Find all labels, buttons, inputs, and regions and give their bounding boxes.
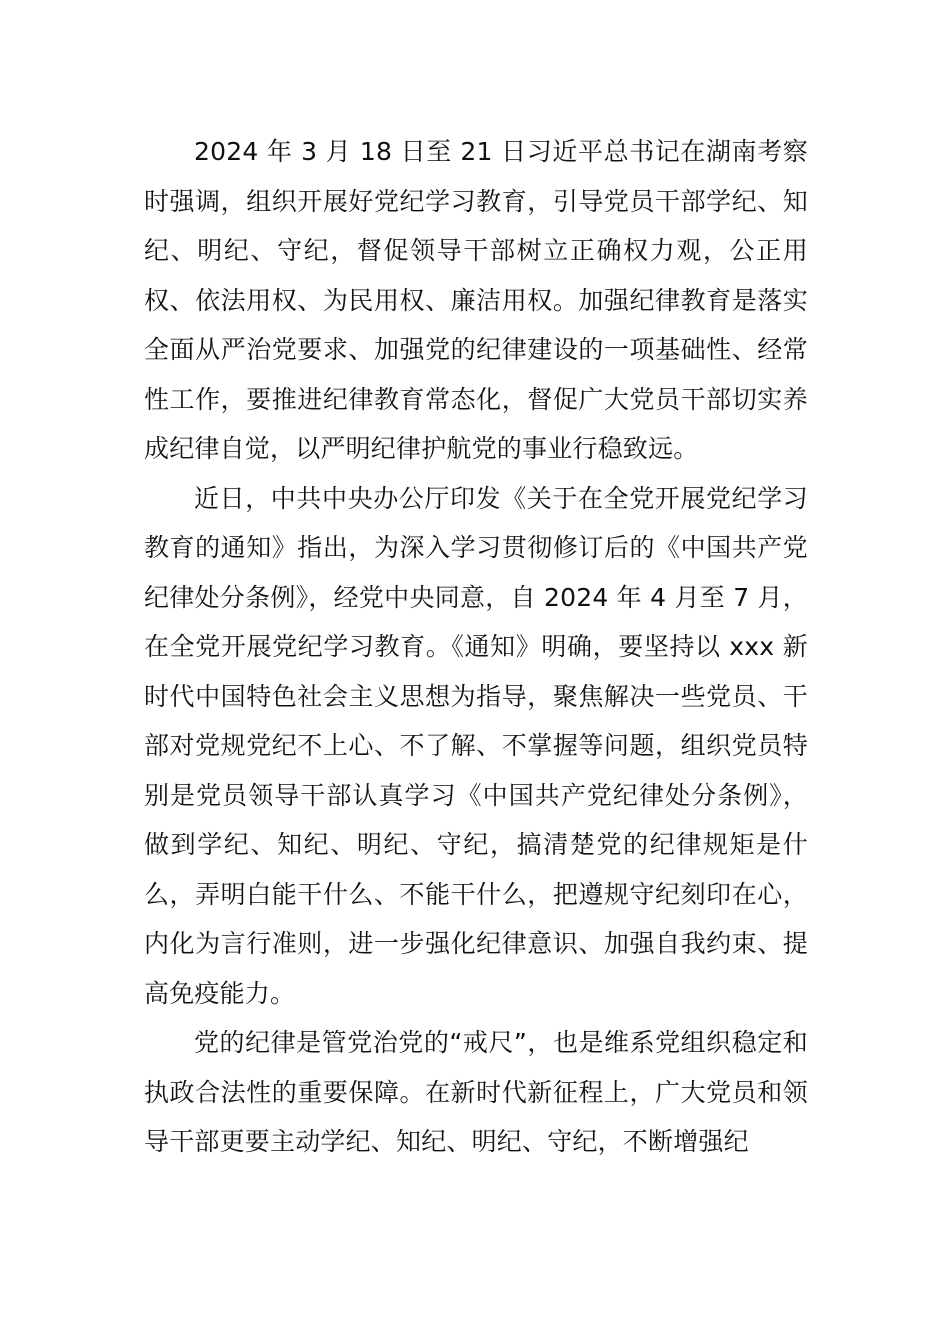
paragraph-2: 近日，中共中央办公厅印发《关于在全党开展党纪学习教育的通知》指出，为深入学习贯彻修订后的《中国共产党纪律处分条例》，经党中央同意，自 2024 年 4 月至 7 月，在全党开展党纪学习教育。《通知》明确，要坚持以 xxx 新时代中国特色社会主义思想为指导，聚焦解决一些党员、干部对党规党纪不上心、不了解、不掌握等问题，组织党员特别是党员领导干部认真学习《中国共产党纪律处分条例》，做到学纪、知纪、明纪、守纪，搞清楚党的纪律规矩是什么，弄明白能干什么、不能干什么，把遵规守纪刻印在心，内化为言行准则，进一步强化纪律意识、加强自我约束、提高免疫能力。 (144, 483, 808, 1008)
paragraph-1: 2024 年 3 月 18 日至 21 日习近平总书记在湖南考察时强调，组织开展好党纪学习教育，引导党员干部学纪、知纪、明纪、守纪，督促领导干部树立正确权力观，公正用权、依法用权、为民用权、廉洁用权。加强纪律教育是落实全面从严治党要求、加强党的纪律建设的一项基础性、经常性工作，要推进纪律教育常态化，督促广大党员干部切实养成纪律自觉，以严明纪律护航党的事业行稳致远。 (144, 137, 808, 463)
document-body (144, 127, 808, 1167)
paragraph-3: 党的纪律是管党治党的“戒尺”，也是维系党组织稳定和执政合法性的重要保障。在新时代新征程上，广大党员和领导干部更要主动学纪、知纪、明纪、守纪，不断增强纪 (144, 1028, 808, 1156)
